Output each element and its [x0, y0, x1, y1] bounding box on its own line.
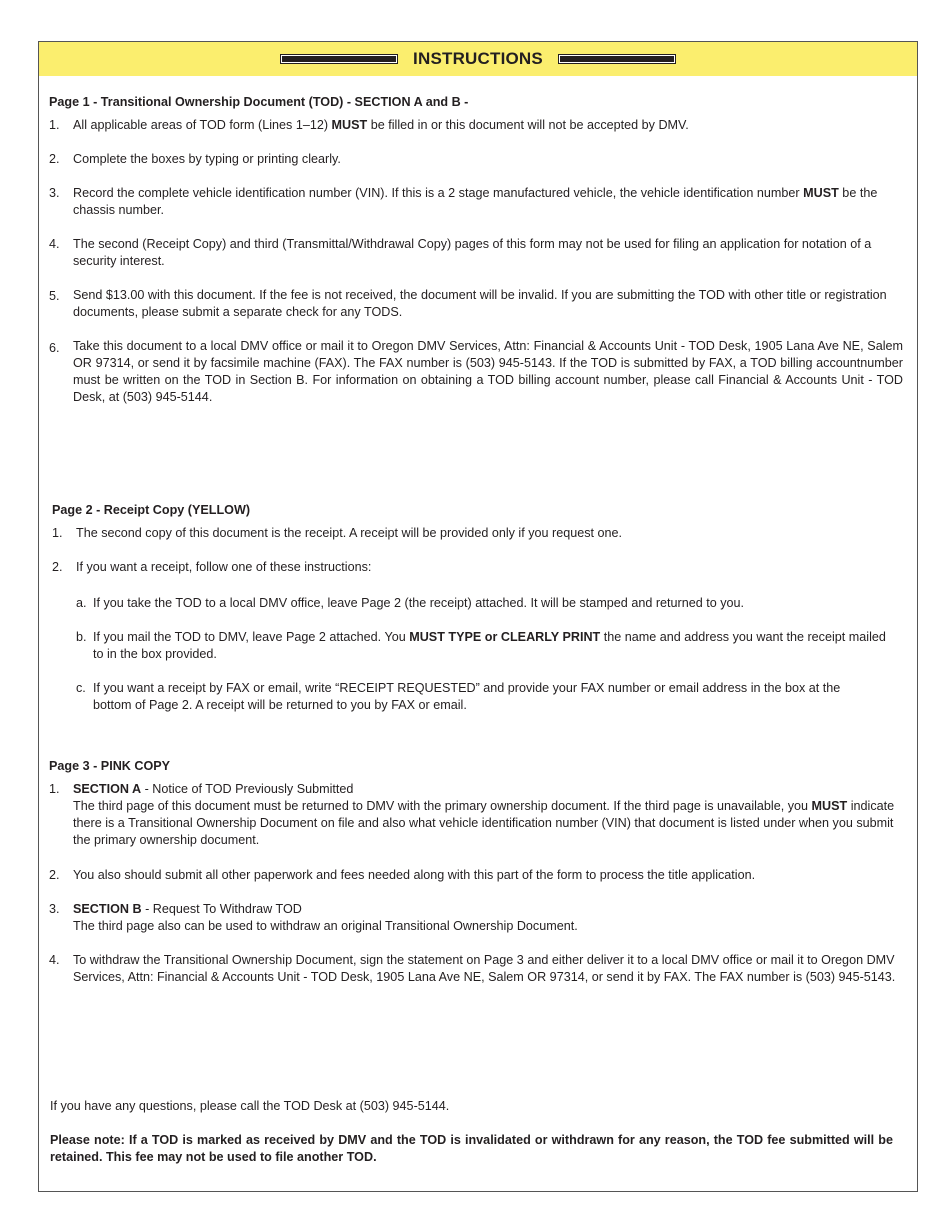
- page2-sub-c-letter: c.: [76, 681, 86, 695]
- page2-sub-c: If you want a receipt by FAX or email, write “RECEIPT REQUESTED” and provide your FAX number or email address in the box at the bottom of Page 2. A receipt will be returned to you by FAX or email.: [93, 681, 841, 712]
- page1-item-3: Record the complete vehicle identification number (VIN). If this is a 2 stage manufactured vehicle, the vehicle identification number MUST be the chassis number.: [73, 186, 878, 217]
- page2-heading: Page 2 - Receipt Copy (YELLOW): [52, 503, 251, 517]
- page1-item-3-number: 3.: [49, 186, 60, 200]
- page1-item-4-number: 4.: [49, 237, 60, 251]
- page3-item-4: To withdraw the Transitional Ownership Document, sign the statement on Page 3 and either deliver it to a local DMV office or mail it to Oregon DMV Services, Attn: Financial & Accounts Unit - TOD Desk, 1905 Lana Ave NE, Salem OR 97314, or send it by FAX. The FAX number is (503) 945-5143.: [73, 953, 896, 984]
- page2-item-2-number: 2.: [52, 560, 63, 574]
- page3-item-3: SECTION B - Request To Withdraw TOD The third page also can be used to withdraw an original Transitional Ownership Document.: [73, 902, 578, 933]
- page1-item-4: The second (Receipt Copy) and third (Transmittal/Withdrawal Copy) pages of this form may not be used for filing an application for notation of a security interest.: [73, 237, 872, 268]
- banner-left-bar: [280, 54, 398, 64]
- page3-item-2-number: 2.: [49, 868, 60, 882]
- page2-item-1-number: 1.: [52, 526, 63, 540]
- instructions-banner: [39, 42, 917, 76]
- banner-title: INSTRUCTIONS: [413, 49, 543, 68]
- page1-item-6-number: 6.: [49, 341, 60, 355]
- page2-sub-a-letter: a.: [76, 596, 87, 610]
- page1-item-2: Complete the boxes by typing or printing clearly.: [73, 152, 341, 166]
- page1-item-1-number: 1.: [49, 118, 60, 132]
- page3-item-2: You also should submit all other paperwork and fees needed along with this part of the form to process the title application.: [73, 868, 756, 882]
- banner-right-bar: [558, 54, 676, 64]
- page3-heading: Page 3 - PINK COPY: [49, 759, 171, 773]
- please-note: Please note: If a TOD is marked as received by DMV and the TOD is invalidated or withdrawn for any reason, the TOD fee submitted will be retained. This fee may not be used to file another TOD.: [50, 1133, 893, 1164]
- page3-item-1-number: 1.: [49, 782, 60, 796]
- page2-sub-b: If you mail the TOD to DMV, leave Page 2 attached. You MUST TYPE or CLEARLY PRINT the name and address you want the receipt mailed to in the box provided.: [93, 630, 886, 661]
- page1-item-1: All applicable areas of TOD form (Lines 1–12) MUST be filled in or this document will not be accepted by DMV.: [73, 118, 689, 132]
- page1-item-5-number: 5.: [49, 289, 60, 303]
- page2-sub-b-letter: b.: [76, 630, 87, 644]
- questions-text: If you have any questions, please call the TOD Desk at (503) 945-5144.: [50, 1099, 450, 1113]
- page1-item-2-number: 2.: [49, 152, 60, 166]
- page2-item-2: If you want a receipt, follow one of these instructions:: [76, 560, 372, 574]
- page3-item-1: SECTION A - Notice of TOD Previously Submitted The third page of this document must be returned to DMV with the primary ownership document. If the third page is unavailable, you MUST indicate there is a Transitional Ownership Document on file and also what vehicle identification number (VIN) that document is listed under when you submit the primary ownership document.: [73, 782, 895, 847]
- page1-heading: Page 1 - Transitional Ownership Document (TOD) - SECTION A and B -: [49, 95, 469, 109]
- page2-sub-a: If you take the TOD to a local DMV office, leave Page 2 (the receipt) attached. It will be stamped and returned to you.: [93, 596, 745, 610]
- page1-item-5: Send $13.00 with this document. If the fee is not received, the document will be invalid. If you are submitting the TOD with other title or registration documents, please submit a separate check for any TODS.: [73, 288, 887, 319]
- page3-item-3-number: 3.: [49, 902, 60, 916]
- page2-item-1: The second copy of this document is the receipt. A receipt will be provided only if you request one.: [76, 526, 623, 540]
- page1-item-6: Take this document to a local DMV office or mail it to Oregon DMV Services, Attn: Financial & Accounts Unit - TOD Desk, 1905 Lana Ave NE, Salem OR 97314, or send it by facsimile machine (FAX). The FAX number is (503) 945-5143. If the TOD is submitted by FAX, a TOD billing accountnumber must be written on the TOD in Section B. For information on obtaining a TOD billing account number, please call Financial & Accounts Unit - TOD Desk, at (503) 945-5144.: [73, 339, 903, 404]
- page3-item-4-number: 4.: [49, 953, 60, 967]
